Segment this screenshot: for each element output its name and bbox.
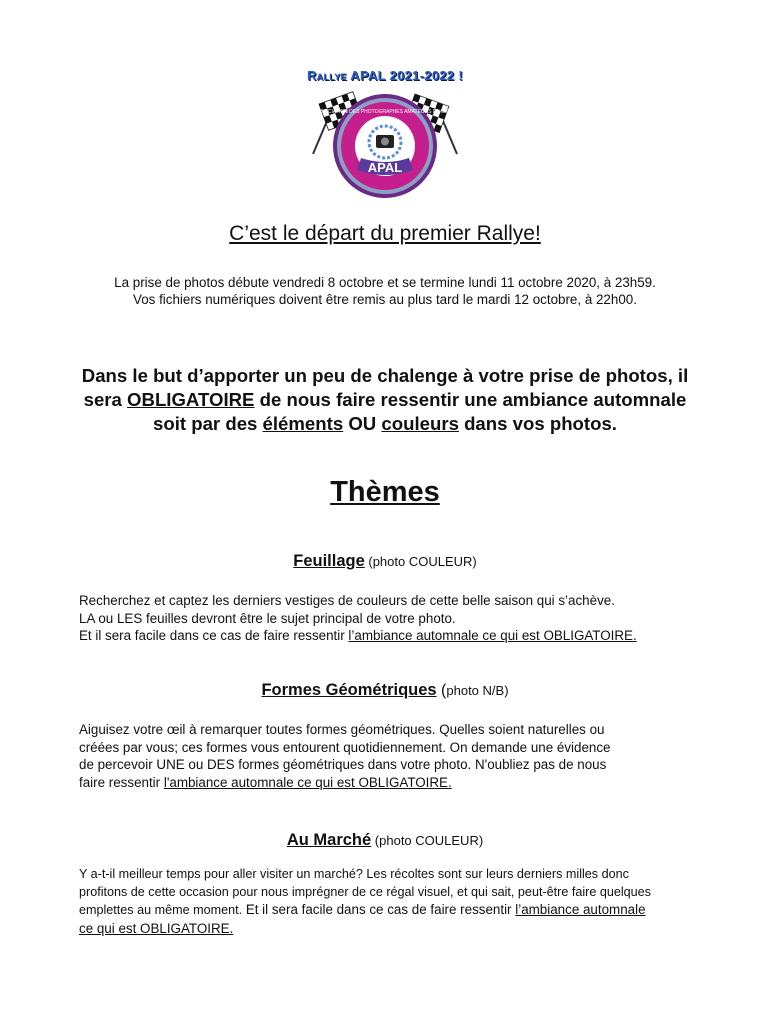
obligatoire-note: l’ambiance automnale ce qui est OBLIGATOIRE. bbox=[348, 628, 637, 643]
theme-heading-formes-geometriques bbox=[0, 681, 770, 700]
theme-name: Au Marché bbox=[286, 831, 372, 849]
description-line bbox=[79, 920, 719, 938]
description-line bbox=[79, 627, 719, 645]
theme-description-formes-geometriques bbox=[79, 721, 719, 791]
headline: C’est le départ du premier Rallye! bbox=[229, 222, 541, 245]
challenge-line-1: Dans le but d’apporter un peu de chalenge à votre prise de photos, il bbox=[81, 365, 689, 386]
theme-name: Formes Géométriques bbox=[261, 681, 437, 699]
description-line: Recherchez et captez les derniers vestiges de couleurs de cette belle saison qui s’achève. bbox=[79, 593, 615, 608]
description-line: LA ou LES feuilles devront être le sujet principal de votre photo. bbox=[79, 610, 456, 626]
description-line bbox=[79, 774, 719, 792]
obligatoire-note: l’ambiance automnale bbox=[515, 902, 646, 917]
description-line: profitons de cette occasion pour nous imprégner de ce régal visuel, et qui sait, peut-être faire quelques bbox=[79, 884, 651, 899]
apal-logo-graphic bbox=[305, 84, 465, 204]
theme-type-paren: ( bbox=[436, 682, 447, 699]
theme-type: (photo COULEUR) bbox=[364, 554, 477, 569]
theme-name: Feuillage bbox=[293, 552, 365, 570]
themes-title: Thèmes bbox=[330, 476, 440, 508]
theme-description-au-marche bbox=[79, 866, 719, 937]
apal-logo bbox=[305, 84, 465, 204]
challenge-line-3 bbox=[40, 412, 730, 436]
rally-title: Rallye APAL 2021-2022 ! bbox=[306, 68, 463, 83]
couleurs-emphasis: couleurs bbox=[381, 413, 459, 434]
challenge-line-2 bbox=[40, 388, 730, 412]
theme-heading-au-marche bbox=[0, 831, 770, 850]
description-line bbox=[79, 901, 719, 920]
theme-type: photo N/B) bbox=[446, 683, 509, 698]
theme-description-feuillage bbox=[79, 592, 719, 645]
dates-line-2: Vos fichiers numériques doivent être remis au plus tard le mardi 12 octobre, à 22h00. bbox=[133, 292, 637, 307]
description-line: Y a-t-il meilleur temps pour aller visiter un marché? Les récoltes sont sur leurs derniers milles donc bbox=[79, 867, 629, 881]
challenge-text: OU bbox=[343, 413, 382, 434]
description-text: Et il sera facile dans ce cas de faire ressentir bbox=[79, 628, 349, 643]
challenge-text: soit par des bbox=[153, 413, 263, 434]
description-line: créées par vous; ces formes vous entourent quotidiennement. On demande une évidence bbox=[79, 739, 611, 755]
dates-block bbox=[0, 274, 770, 308]
theme-type: (photo COULEUR) bbox=[371, 833, 484, 848]
theme-heading-feuillage bbox=[0, 552, 770, 571]
description-text: Et il sera facile dans ce cas de faire ressentir bbox=[242, 902, 516, 917]
challenge-text: de nous faire ressentir une ambiance automnale bbox=[254, 389, 687, 410]
challenge-text: dans vos photos. bbox=[458, 413, 617, 434]
description-line: de percevoir UNE ou DES formes géométriques dans votre photo. N'oubliez pas de nous bbox=[79, 757, 607, 772]
challenge-text: sera bbox=[83, 389, 128, 410]
challenge-statement bbox=[40, 364, 730, 436]
obligatoire-note: l'ambiance automnale ce qui est OBLIGATOIRE. bbox=[163, 774, 452, 790]
description-text: emplettes au même moment. bbox=[79, 903, 243, 917]
description-line: Aiguisez votre œil à remarquer toutes formes géométriques. Quelles soient naturelles ou bbox=[79, 722, 605, 737]
dates-line-1: La prise de photos débute vendredi 8 octobre et se termine lundi 11 octobre 2020, à 23h59. bbox=[114, 275, 656, 290]
obligatoire-emphasis: OBLIGATOIRE bbox=[127, 389, 255, 410]
obligatoire-note: ce qui est OBLIGATOIRE. bbox=[79, 920, 234, 936]
logo-ring-text: ASSOCIATION DES PHOTOGRAPHES AMATEURS DE LAVAL bbox=[313, 109, 457, 115]
description-text: faire ressentir bbox=[79, 774, 164, 790]
elements-emphasis: éléments bbox=[262, 413, 344, 434]
logo-text: APAL bbox=[367, 160, 403, 175]
